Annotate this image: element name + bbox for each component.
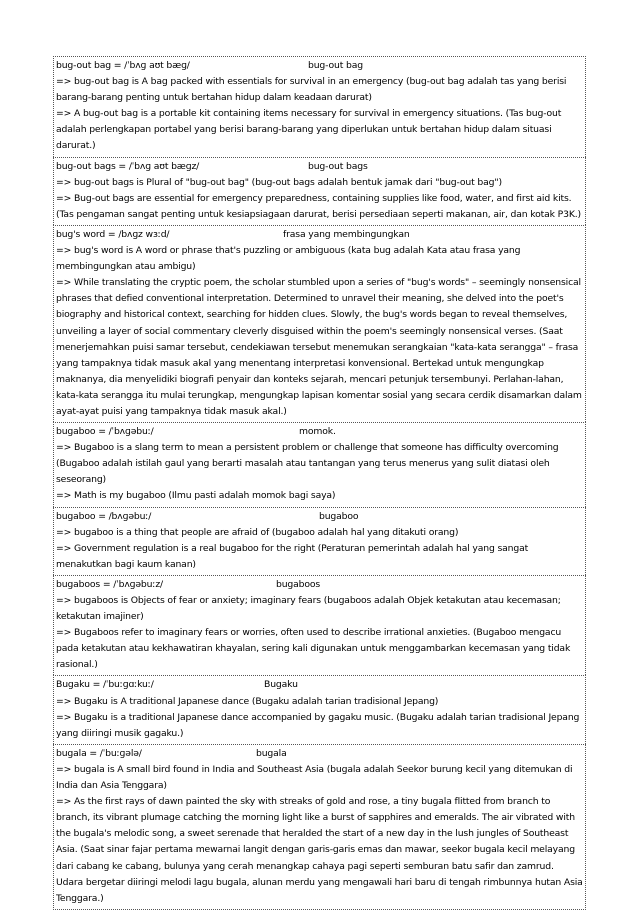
entry-bugaboo — [53, 507, 586, 575]
entry-translation: bugaboos — [276, 578, 321, 590]
entry-bugala — [53, 744, 586, 910]
entry-head — [56, 509, 583, 525]
entry-head — [56, 424, 583, 440]
entry-definition: => Bugaboo is a slang term to mean a persistent problem or challenge that someone has difficulty overcoming (Bugaboo adalah istilah gaul yang berarti masalah atau tantangan yang terus menerus yang sulit diatasi oleh seseorang) — [56, 442, 559, 486]
entry-bug-out-bag — [53, 56, 586, 157]
entry-term: bug's word = /bʌɡz wɜːd/ — [56, 228, 170, 240]
entry-example: => Bug-out bags are essential for emergency preparedness, containing supplies like food, water, and first aid kits. (Tas pengaman sangat penting untuk kesiapsiagaan darurat, berisi persediaan seperti makanan, air, dan kotak P3K.) — [56, 192, 581, 220]
entry-example: => As the first rays of dawn painted the sky with streaks of gold and rose, a tiny bugala flitted from branch to branch, its vibrant plumage catching the morning light like a burst of sapphires and emeralds. The air vibrated with the bugala's melodic song, a sweet serenade that heralded the start of a new day in the lush jungles of Southeast Asia. (Saat sinar fajar pertama mewarnai langit dengan garis-garis emas dan mawar, seekor bugala kecil melayang dari cabang ke cabang, bulunya yang cerah menangkap cahaya pagi seperti semburan batu safir dan zamrud. Udara bergetar diiringi melodi lagu bugala, alunan merdu yang mengawali hari baru di tengah rimbunnya hutan Asia Tenggara.) — [56, 796, 583, 904]
entry-example: => Government regulation is a real bugaboo for the right (Peraturan pemerintah adalah hal yang sangat menakutkan bagi kaum kanan) — [56, 542, 529, 570]
entry-definition: => bugala is A small bird found in India and Southeast Asia (bugala adalah Seekor burung kecil yang ditemukan di India dan Asia Tenggara) — [56, 763, 573, 792]
entry-definition: => bugaboos is Objects of fear or anxiety; imaginary fears (bugaboos adalah Objek ketakutan atau kecemasan; ketakutan imajiner) — [56, 595, 561, 623]
entry-definition: => bug's word is A word or phrase that's puzzling or ambiguous (kata bug adalah Kata atau frasa yang membingungkan atau ambigu) — [56, 245, 521, 273]
entry-term: bug-out bag = /ˈbʌɡ aʊt bæɡ/ — [56, 60, 190, 71]
entry-head — [56, 58, 583, 74]
entry-head — [56, 746, 583, 762]
entry-translation: frasa yang membingungkan — [283, 228, 410, 240]
entry-example: => Bugaboos refer to imaginary fears or worries, often used to describe irrational anxieties. (Bugaboo mengacu pada ketakutan atau kekhawatiran khayalan, sering kali digunakan untuk menggambarkan kecemasan yang tidak rasional.) — [56, 627, 571, 671]
entry-head — [56, 577, 583, 593]
entry-head — [56, 227, 583, 243]
entry-translation: momok. — [299, 426, 336, 438]
entry-bug-out-bags — [53, 157, 586, 225]
entry-bugaboos — [53, 575, 586, 676]
entry-definition: => bug-out bags is Plural of "bug-out bag" (bug-out bags adalah bentuk jamak dari "bug-out bag") — [56, 176, 502, 188]
entry-bugs-word — [53, 225, 586, 422]
entry-example: => A bug-out bag is a portable kit containing items necessary for survival in emergency situations. (Tas bug-out adalah perlengkapan portabel yang berisi barang-barang yang diperlukan untuk bertahan hidup dalam situasi darurat.) — [56, 108, 562, 152]
entry-translation: Bugaku — [264, 679, 298, 691]
entry-bugaku — [53, 675, 586, 743]
entry-term: bugaboo = /bʌɡəbuː/ — [56, 510, 152, 522]
entry-definition: => bug-out bag is A bag packed with essentials for survival in an emergency (bug-out bag adalah tas yang berisi barang-barang penting untuk bertahan hidup dalam keadaan darurat) — [56, 76, 567, 104]
entry-term: bugala = /ˈbuːɡələ/ — [56, 747, 142, 759]
entry-translation: bugaboo — [319, 510, 359, 522]
entry-bugaboo-momok — [53, 422, 586, 506]
entry-definition: => Bugaku is A traditional Japanese dance (Bugaku adalah tarian tradisional Jepang) — [56, 695, 439, 707]
entry-translation: bug-out bags — [308, 160, 368, 172]
entry-term: bugaboos = /ˈbʌɡəbuːz/ — [56, 578, 164, 590]
entry-term: bug-out bags = /ˈbʌɡ aʊt bæɡz/ — [56, 160, 200, 172]
entry-example: => Bugaku is a traditional Japanese dance accompanied by gagaku music. (Bugaku adalah tarian tradisional Jepang yang diiringi musik gagaku.) — [56, 711, 580, 739]
entry-term: Bugaku = /ˈbuːɡɑːkuː/ — [56, 679, 154, 691]
entry-example: => While translating the cryptic poem, the scholar stumbled upon a series of "bug's words" – seemingly nonsensical phrases that defied conventional interpretation. Determined to unravel their meaning, she delved into the poet's biography and historical context, searching for hidden clues. Slowly, the bug's words began to reveal themselves, unveiling a layer of social commentary cleverly disguised within the poem's seemingly nonsensical verses. (Saat menerjemahkan puisi samar tersebut, cendekiawan tersebut menemukan serangkaian "kata-kata serangga" – frasa yang tampaknya tidak masuk akal yang menentang interpretasi konvensional. Bertekad untuk mengungkap maknanya, dia menyelidiki biografi penyair dan konteks sejarah, mencari petunjuk tersembunyi. Perlahan-lahan, kata-kata serangga itu mulai terungkap, mengungkap lapisan komentar sosial yang secara cerdik disamarkan dalam ayat-ayat puisi yang tampaknya tidak masuk akal.) — [56, 277, 582, 417]
entry-translation: bug-out bag — [308, 60, 363, 71]
entry-translation: bugala — [256, 747, 287, 759]
entry-head — [56, 677, 583, 693]
entry-example: => Math is my bugaboo (Ilmu pasti adalah momok bagi saya) — [56, 490, 336, 502]
dictionary-page — [53, 56, 586, 910]
entry-head — [56, 159, 583, 175]
entry-term: bugaboo = /ˈbʌɡəbuː/ — [56, 426, 154, 438]
entry-definition: => bugaboo is a thing that people are afraid of (bugaboo adalah hal yang ditakuti orang) — [56, 526, 459, 538]
